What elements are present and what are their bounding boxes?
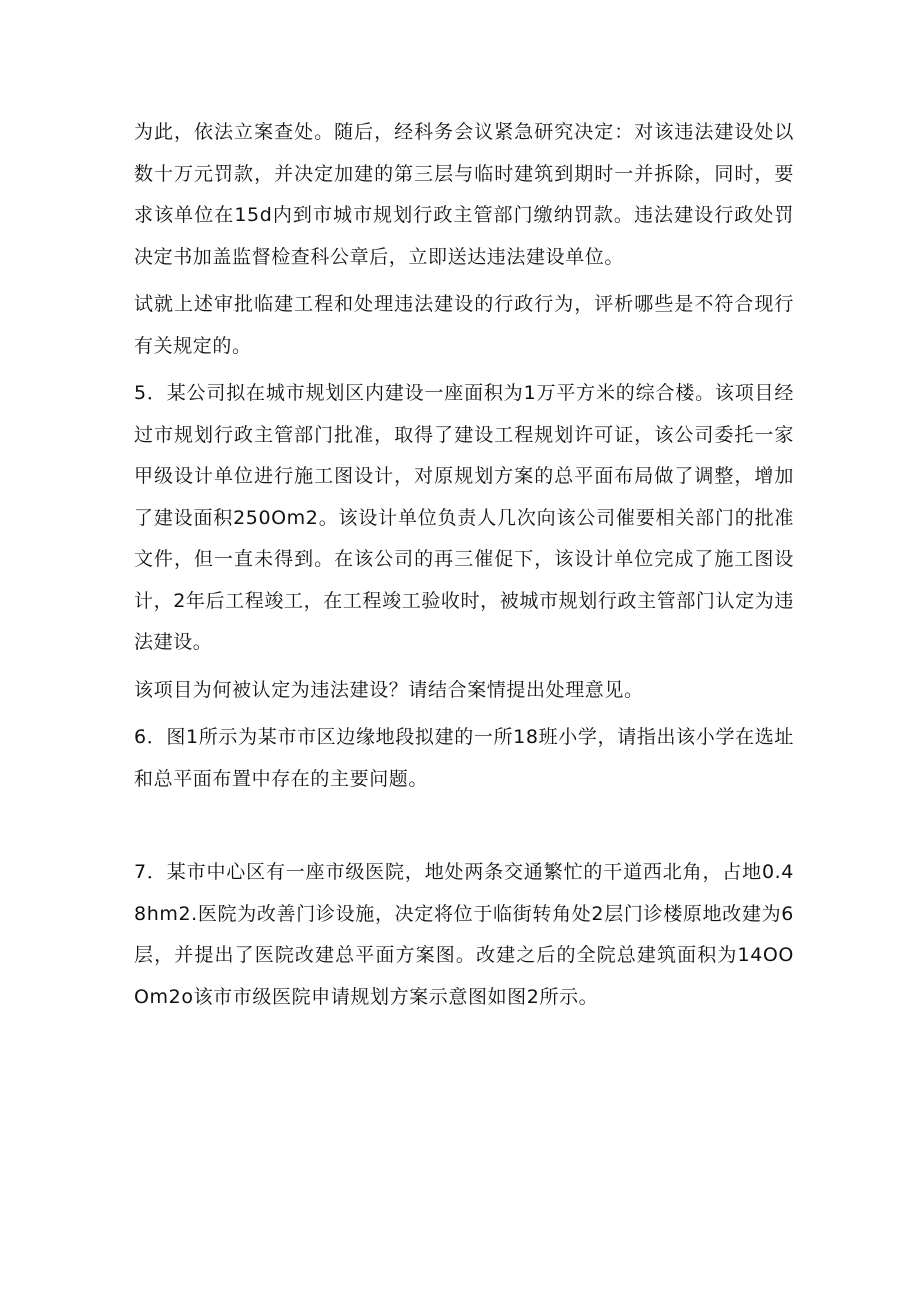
paragraph-case-7: 7．某市中心区有一座市级医院，地处两条交通繁忙的干道西北角，占地0.48hm2.医院为改善门诊设施，决定将位于临街转角处2层门诊楼原地改建为6层，并提出了医院改建总平面方案图。改建之后的全院总建筑面积为14OOOm2o该市市级医院申请规划方案示意图如图2所示。	[134, 861, 794, 1008]
paragraph-question-4: 试就上述审批临建工程和处理违法建设的行政行为，评析哪些是不符合现行有关规定的。	[134, 293, 794, 357]
paragraph-case-6: 6．图1所示为某市市区边缘地段拟建的一所18班小学，请指出该小学在选址和总平面布置中存在的主要问题。	[134, 726, 794, 790]
paragraph-penalty-decision: 为此，依法立案查处。随后，经科务会议紧急研究决定：对该违法建设处以数十万元罚款，并决定加建的第三层与临时建筑到期时一并拆除，同时，要求该单位在15d内到市城市规划行政主管部门缴纳罚款。违法建设行政处罚决定书加盖监督检查科公章后，立即送达违法建设单位。	[134, 121, 794, 268]
paragraph-case-5: 5．某公司拟在城市规划区内建设一座面积为1万平方米的综合楼。该项目经过市规划行政主管部门批准，取得了建设工程规划许可证，该公司委托一家甲级设计单位进行施工图设计，对原规划方案的总平面布局做了调整，增加了建设面积250Om2。该设计单位负责人几次向该公司催要相关部门的批准文件，但一直未得到。在该公司的再三催促下，该设计单位完成了施工图设计，2年后工程竣工，在工程竣工验收时，被城市规划行政主管部门认定为违法建设。	[134, 382, 794, 653]
paragraph-question-5: 该项目为何被认定为违法建设？请结合案情提出处理意见。	[134, 678, 644, 701]
paragraph-gap-large	[134, 800, 794, 852]
document-body	[134, 112, 794, 1018]
